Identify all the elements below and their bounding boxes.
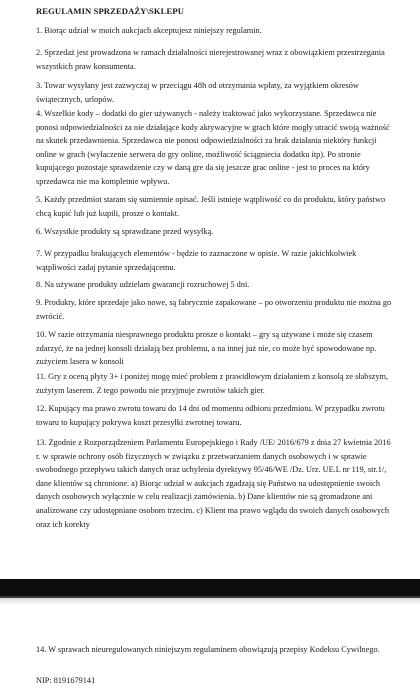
- paragraph-8: 8. Na używane produkty udzielam gwarancji rozruchowej 5 dni.: [36, 280, 250, 289]
- paragraph-13: 13. Zgodnie z Rozporządzeniem Parlamentu Europejskiego i Rady /UE/ 2016/679 z dnia 27 kwietnia 2016 r. w sprawie ochrony osób fizycznych w związku z przetwarzaniem danych osobowych i w sprawie swobodnego przepływu takich danych oraz uchylenia dyrektywy 95/46/WE /Dz. Urz. UE.L nr 119, str.1/, dane klientów są chronione. a) Biorąc udział w aukcjach zgadzają się Państwo na udostępnienie swoich danych osobowych wyłącznie w celu realizacji zamówienia. b) Dane klientów nie są gromadzone ani analizowane czy udostępniane osobom trzecim. c) Klient ma prawo wglądu do swoich danych osobowych oraz ich korekty: [36, 438, 391, 529]
- document-title: REGULAMIN SPRZEDAŻY\SKLEPU: [36, 6, 184, 16]
- paragraph-7: 7. W przypadku brakujących elementów - będzie to zaznaczone w opisie. W razie jakichkolwiek wątpliwości zadaj pytanie sprzedającemu.: [36, 249, 357, 272]
- paragraph-12: 12. Kupujący ma prawo zwrotu towaru do 14 dni od momentu odbioru przedmiotu. W przypadku zwrotu towaru to kupujący pokrywa koszt przesyłki zwrotnej towaru.: [36, 404, 385, 427]
- nip-number: NIP: 8191679141: [36, 676, 96, 685]
- paragraph-2: 2. Sprzedaż jest prowadzona w ramach działalności nierejestrowanej wraz z obowiązkiem przestrzegania wszystkich praw konsumenta.: [36, 48, 385, 71]
- paragraph-4: 4. Wszelkie kody – dodatki do gier używanych - należy traktować jako wykorzystane. Sprzedawca nie ponosi odpowiedzialności za nie działające kody aktywacyjne w grach które mogły utracić swoją ważność na skutek przedawnienia. Sprzedawca nie ponosi odpowiedzialności za brak działania niektóry funkcji online w grach (wyłaczenie serwera do gry online, możliwość ściągniecia dodatku itp). Po stronie kupującego pozostaje sprawdzenie czy w daną gre da się jeszcze grac online - jest to proces na który sprzedawca nie ma kompletnie wpływu.: [36, 109, 390, 186]
- paragraph-1: 1. Biorąc udział w moich aukcjach akceptujesz niniejszy regulamin.: [36, 26, 262, 35]
- paragraph-14: 14. W sprawach nieuregulowanych niniejszym regulaminem obowiązują przepisy Kodeksu Cywilnego.: [36, 645, 380, 654]
- paragraph-9: 9. Produkty, które sprzedaje jako nowe, są fabrycznie zapakowane – po otworzeniu produktu nie można go zwrócić.: [36, 298, 392, 321]
- paragraph-5: 5. Każdy przedmiot staram się sumiennie opisać. Jeśli istnieje wątpliwość co do produktu, który państwo chcą kupić lub już kupili, prosze o kontakt.: [36, 195, 386, 218]
- paragraph-10: 10. W razie otrzymania niesprawnego produktu prosze o kontakt – gry są używane i może się czasem zdarzyć, że na jednej konsoli działają bez problemu, a na innej już nie, co może być spowodowane np. zużyciem lasera w konsoli: [36, 330, 377, 367]
- paragraph-11: 11. Gry z oceną płyty 3+ i poniżej mogę mieć problem z prawidłowym działaniem z konsolą ze słabszym, zużytym laserem. Z tego powodu nie przyjmuje zwrotów takich gier.: [36, 372, 389, 395]
- paragraph-6: 6. Wszystkie produkty są sprawdzane przed wysyłką.: [36, 227, 214, 236]
- page-break-divider: [0, 579, 420, 605]
- paragraph-3: 3. Towar wysyłany jest zazwyczaj w przeciągu 48h od otrzymania wpłaty, za wyjątkiem okresów świątecznych, urlopów.: [36, 81, 359, 104]
